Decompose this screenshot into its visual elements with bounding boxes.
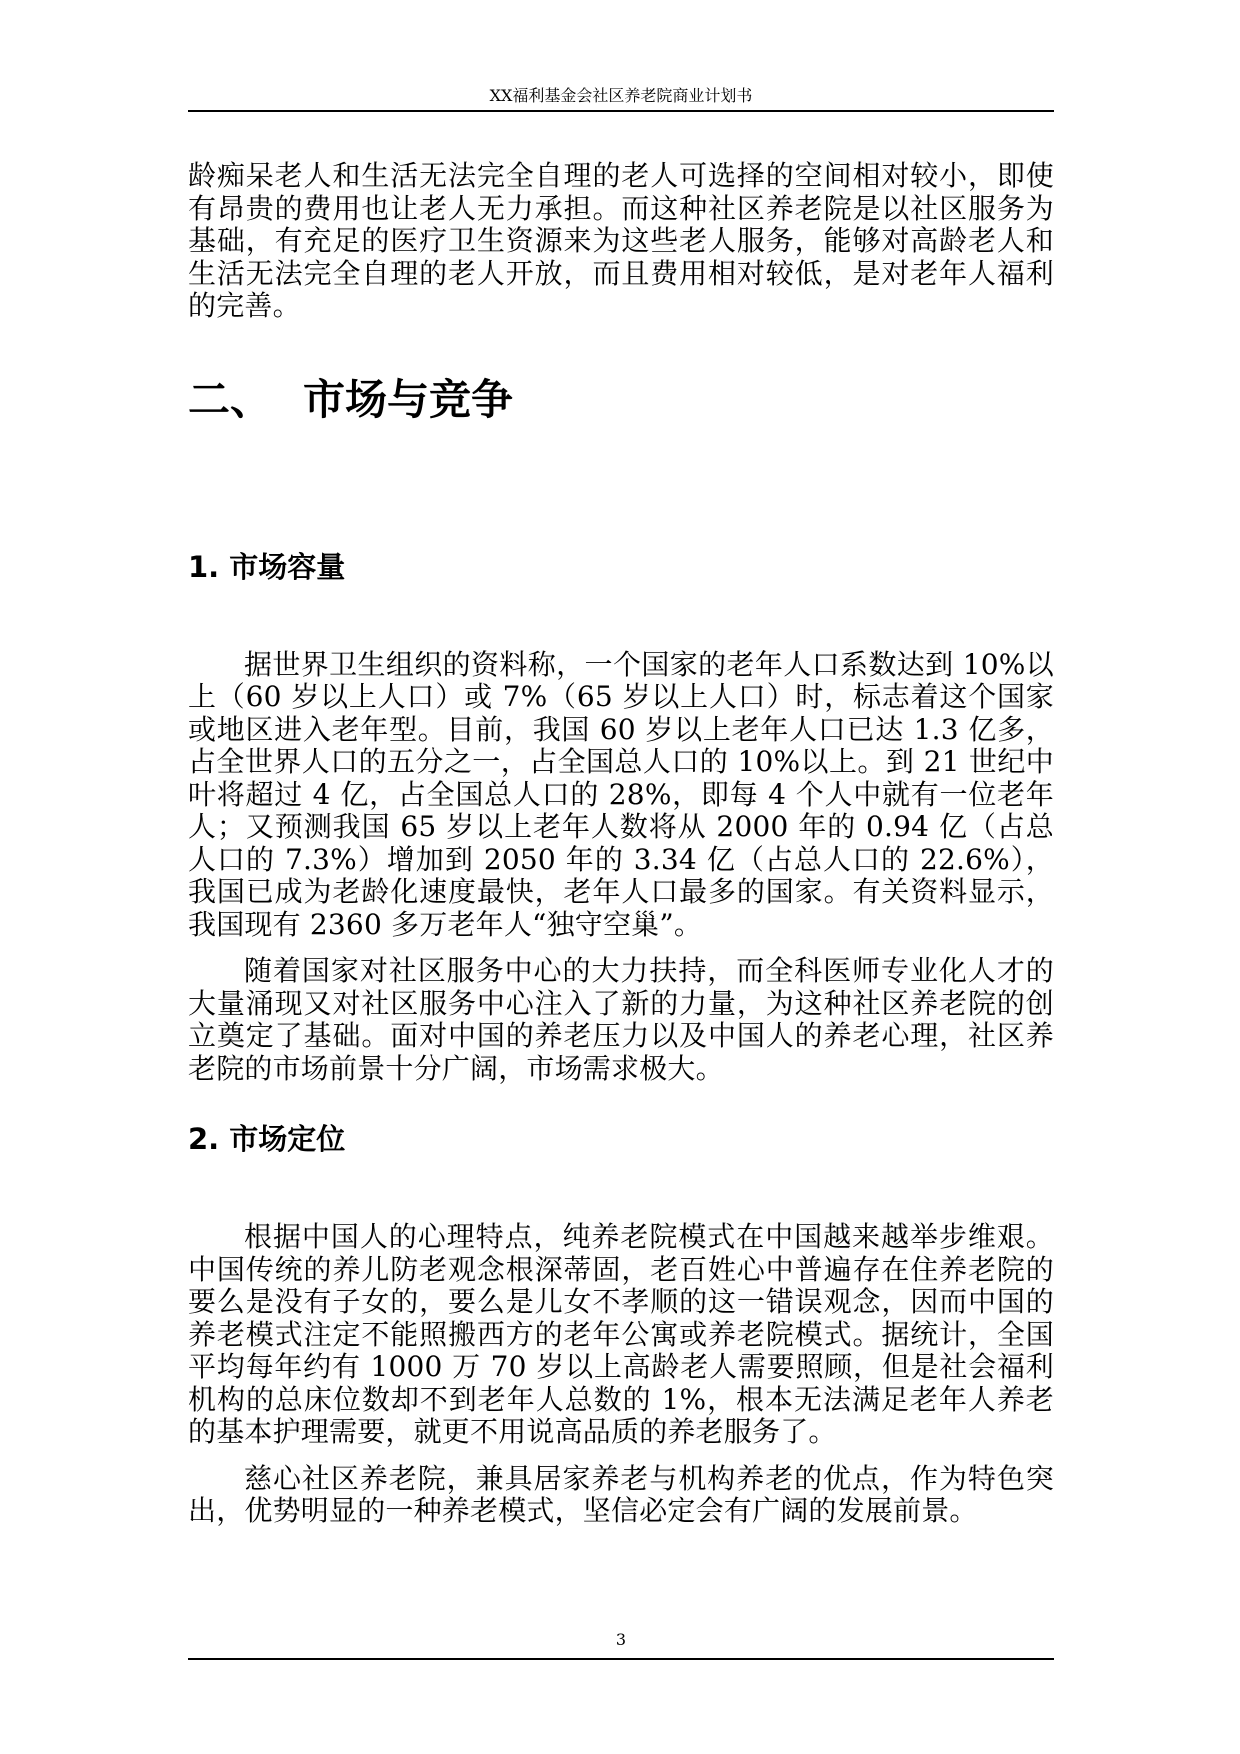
section-number: 二、 — [188, 374, 273, 424]
section-title: 市场与竞争 — [303, 374, 514, 424]
intro-paragraph: 龄痴呆老人和生活无法完全自理的老人可选择的空间相对较小，即使有昂贵的费用也让老人无力承担。而这种社区养老院是以社区服务为基础，有充足的医疗卫生资源来为这些老人服务，能够对高龄老人和生活无法完全自理的老人开放，而且费用相对较低，是对老年人福利的完善。 — [188, 159, 1054, 322]
subsection-heading-market-positioning: 2. 市场定位 — [188, 1122, 346, 1156]
paragraph: 慈心社区养老院，兼具居家养老与机构养老的优点，作为特色突出，优势明显的一种养老模式，坚信必定会有广阔的发展前景。 — [188, 1461, 1054, 1527]
footer-rule — [188, 1658, 1054, 1660]
paragraph: 据世界卫生组织的资料称，一个国家的老年人口系数达到 10%以上（60 岁以上人口）或 7%（65 岁以上人口）时，标志着这个国家或地区进入老年型。目前，我国 60 岁以上老年人口已达 1.3 亿多，占全世界人口的五分之一，占全国总人口的 10%以上。到 21 世纪中叶将超过 4 亿，占全国总人口的 28%，即每 4 个人中就有一位老年人；又预测我国 65 岁以上老年人数将从 2000 年的 0.94 亿（占总人口的 7.3%）增加到 2050 年的 3.34 亿（占总人口的 22.6%），我国已成为老龄化速度最快，老年人口最多的国家。有关资料显示，我国现有 2360 多万老年人“独守空巢”。 — [188, 647, 1054, 941]
page-header: XX福利基金会社区养老院商业计划书 — [489, 86, 753, 105]
section-heading — [188, 375, 1054, 425]
paragraph: 随着国家对社区服务中心的大力扶持，而全科医师专业化人才的大量涌现又对社区服务中心注入了新的力量，为这种社区养老院的创立奠定了基础。面对中国的养老压力以及中国人的养老心理，社区养老院的市场前景十分广阔，市场需求极大。 — [188, 954, 1054, 1085]
subsection-heading-market-capacity: 1. 市场容量 — [188, 549, 346, 584]
paragraph: 根据中国人的心理特点，纯养老院模式在中国越来越举步维艰。中国传统的养儿防老观念根深蒂固，老百姓心中普遍存在住养老院的要么是没有子女的，要么是儿女不孝顺的这一错误观念，因而中国的养老模式注定不能照搬西方的老年公寓或养老院模式。据统计，全国平均每年约有 1000 万 70 岁以上高龄老人需要照顾，但是社会福利机构的总床位数却不到老年人总数的 1%，根本无法满足老年人养老的基本护理需要，就更不用说高品质的养老服务了。 — [188, 1220, 1054, 1448]
page-content — [188, 160, 1054, 1528]
header-rule — [188, 110, 1054, 112]
page-number: 3 — [615, 1630, 627, 1649]
